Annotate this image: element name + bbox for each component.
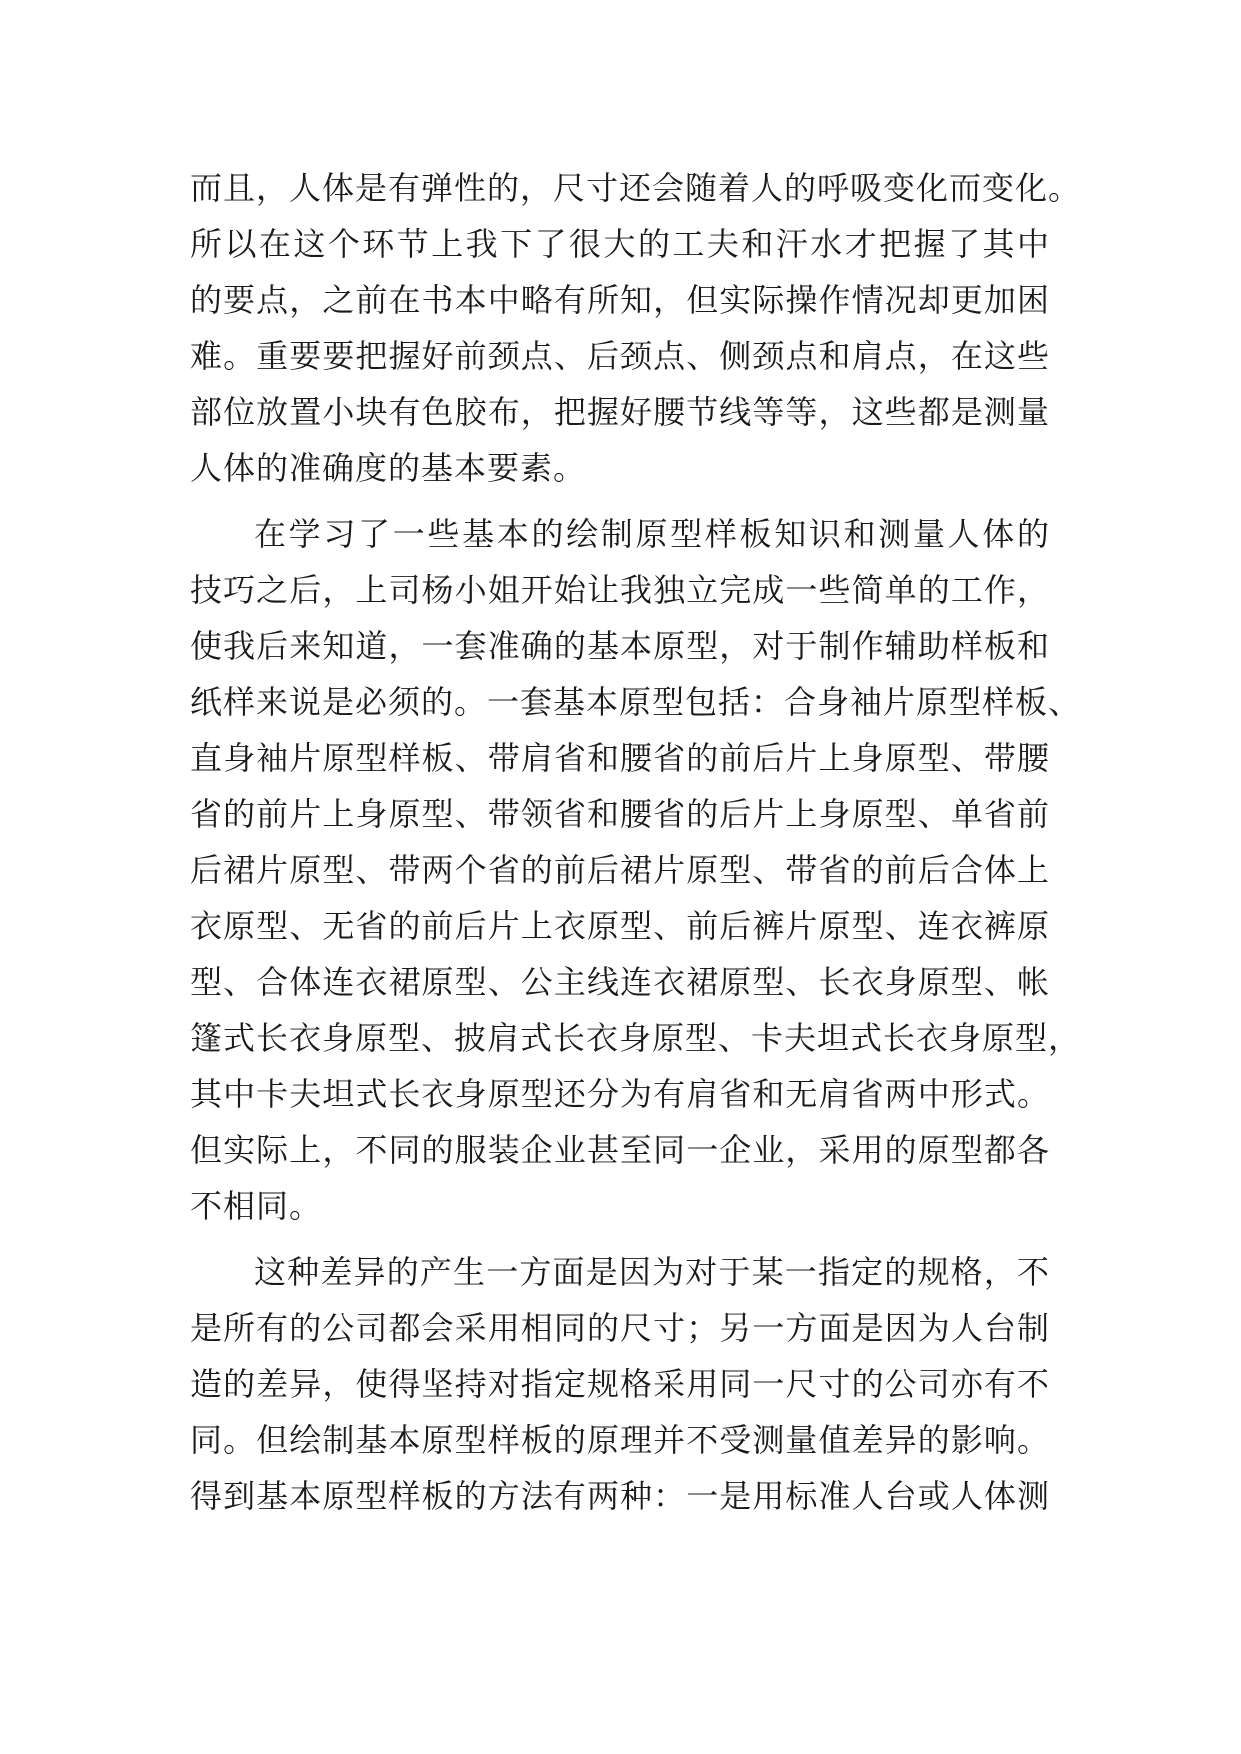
text-line: 人体的准确度的基本要素。 (190, 449, 587, 487)
text-line: 后裙片原型、带两个省的前后裙片原型、带省的前后合体上 (190, 851, 1050, 889)
text-line: 造的差异，使得坚持对指定规格采用同一尺寸的公司亦有不 (190, 1365, 1050, 1403)
text-line: 不相同。 (190, 1187, 323, 1225)
paragraph-2 (190, 506, 1082, 1234)
text-line: 在学习了一些基本的绘制原型样板知识和测量人体的 (254, 515, 1050, 553)
text-line: 其中卡夫坦式长衣身原型还分为有肩省和无肩省两中形式。 (190, 1075, 1050, 1113)
text-line: 纸样来说是必须的。一套基本原型包括：合身袖片原型样板、 (190, 683, 1082, 721)
paragraph-3 (190, 1244, 1050, 1524)
text-line: 篷式长衣身原型、披肩式长衣身原型、卡夫坦式长衣身原型， (190, 1019, 1082, 1057)
document-page (190, 160, 1082, 1524)
text-line: 衣原型、无省的前后片上衣原型、前后裤片原型、连衣裤原 (190, 907, 1050, 945)
text-line: 是所有的公司都会采用相同的尺寸；另一方面是因为人台制 (190, 1309, 1050, 1347)
paragraph-1 (190, 160, 1082, 496)
text-line: 但实际上，不同的服装企业甚至同一企业，采用的原型都各 (190, 1131, 1050, 1169)
text-line: 而且，人体是有弹性的，尺寸还会随着人的呼吸变化而变化。 (190, 169, 1082, 207)
text-line: 同。但绘制基本原型样板的原理并不受测量值差异的影响。 (190, 1421, 1050, 1459)
text-line: 得到基本原型样板的方法有两种：一是用标准人台或人体测 (190, 1477, 1050, 1515)
text-line: 使我后来知道，一套准确的基本原型，对于制作辅助样板和 (190, 627, 1050, 665)
text-line: 型、合体连衣裙原型、公主线连衣裙原型、长衣身原型、帐 (190, 963, 1050, 1001)
text-line: 部位放置小块有色胶布，把握好腰节线等等，这些都是测量 (190, 393, 1050, 431)
text-line: 这种差异的产生一方面是因为对于某一指定的规格，不 (254, 1253, 1050, 1291)
text-line: 所以在这个环节上我下了很大的工夫和汗水才把握了其中 (190, 225, 1050, 263)
text-line: 难。重要要把握好前颈点、后颈点、侧颈点和肩点，在这些 (190, 337, 1050, 375)
text-line: 技巧之后，上司杨小姐开始让我独立完成一些简单的工作， (190, 571, 1050, 609)
text-line: 直身袖片原型样板、带肩省和腰省的前后片上身原型、带腰 (190, 739, 1050, 777)
text-line: 省的前片上身原型、带领省和腰省的后片上身原型、单省前 (190, 795, 1050, 833)
text-line: 的要点，之前在书本中略有所知，但实际操作情况却更加困 (190, 281, 1050, 319)
